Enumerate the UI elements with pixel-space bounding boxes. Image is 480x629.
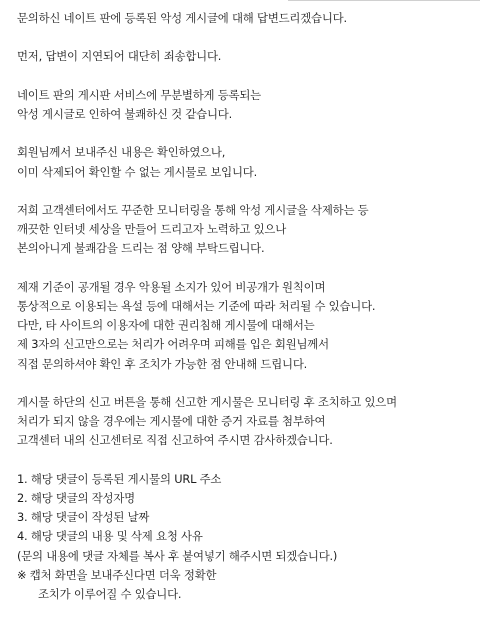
issue-summary-paragraph <box>17 86 476 124</box>
check-result-paragraph <box>17 143 476 181</box>
text-line: 본의아니게 불쾌감을 드리는 점 양해 부탁드립니다. <box>17 241 265 256</box>
support-reply-document <box>17 9 476 604</box>
policy-paragraph <box>17 278 476 374</box>
list-item: 2. 해당 댓글의 작성자명 <box>17 490 135 505</box>
text-line: 문의하신 네이트 판에 등록된 악성 게시글에 대해 답변드리겠습니다. <box>17 11 347 25</box>
greeting-paragraph <box>17 9 476 28</box>
list-note: ※ 캡처 화면을 보내주신다면 더욱 정확한 <box>17 567 217 582</box>
text-line: 제재 기준이 공개될 경우 악용될 소지가 있어 비공개가 원칙이며 <box>17 279 326 294</box>
top-divider <box>288 0 480 1</box>
text-line: 제 3자의 신고만으로는 처리가 어려우며 피해를 입은 회원님께서 <box>17 337 329 352</box>
text-line: 깨끗한 인터넷 세상을 만들어 드리고자 노력하고 있으나 <box>17 222 287 237</box>
text-line: 먼저, 답변이 지연되어 대단히 죄송합니다. <box>17 49 222 64</box>
text-line: 통상적으로 이용되는 욕설 등에 대해서는 기준에 따라 처리될 수 있습니다. <box>17 298 376 313</box>
apology-paragraph <box>17 47 476 66</box>
text-line: 이미 삭제되어 확인할 수 없는 게시물로 보입니다. <box>17 164 258 179</box>
text-line: 직접 문의하셔야 확인 후 조치가 가능한 점 안내해 드립니다. <box>17 356 308 371</box>
list-item: 4. 해당 댓글의 내용 및 삭제 요청 사유 <box>17 529 203 544</box>
text-line: 처리가 되지 않을 경우에는 게시물에 대한 증거 자료를 첨부하여 <box>17 414 326 429</box>
list-item: 1. 해당 댓글이 등록된 게시물의 URL 주소 <box>17 471 222 486</box>
text-line: 악성 게시글로 인하여 불쾌하신 것 같습니다. <box>17 106 232 121</box>
text-line: 게시물 하단의 신고 버튼을 통해 신고한 게시물은 모니터링 후 조치하고 있으며 <box>17 394 397 409</box>
list-item: 3. 해당 댓글이 작성된 날짜 <box>17 510 150 525</box>
list-note: 조치가 이루어질 수 있습니다. <box>38 586 182 601</box>
text-line: 고객센터 내의 신고센터로 직접 신고하여 주시면 감사하겠습니다. <box>17 433 333 448</box>
text-line: 다만, 타 사이트의 이용자에 대한 권리침해 게시물에 대해서는 <box>17 318 315 333</box>
monitoring-paragraph <box>17 201 476 259</box>
text-line: 네이트 판의 게시판 서비스에 무분별하게 등록되는 <box>17 87 261 102</box>
required-info-list <box>17 470 476 604</box>
text-line: 회원님께서 보내주신 내용은 확인하였으나, <box>17 145 226 160</box>
text-line: 저희 고객센터에서도 꾸준한 모니터링을 통해 악성 게시글을 삭제하는 등 <box>17 202 369 217</box>
report-guide-paragraph <box>17 393 476 451</box>
list-note: (문의 내용에 댓글 자체를 복사 후 붙여넣기 해주시면 되겠습니다.) <box>17 548 338 563</box>
